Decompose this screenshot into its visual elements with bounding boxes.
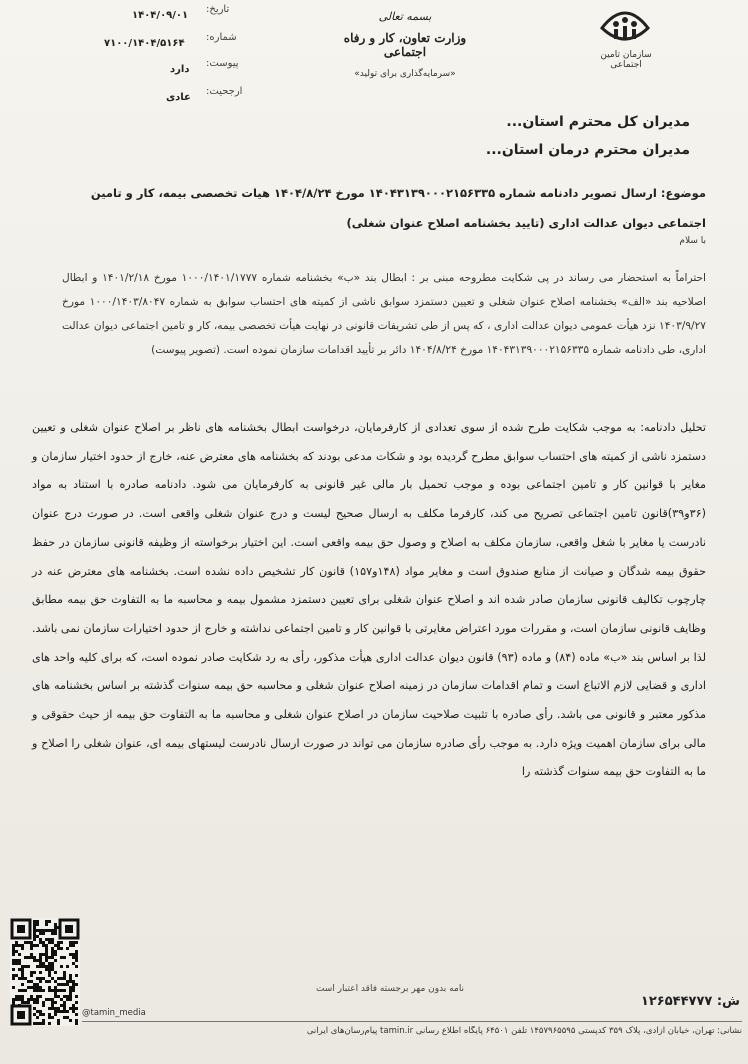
priority-label: ارجحیت: [206,86,243,97]
date-value: ۱۴۰۴/۰۹/۰۱ [132,10,189,21]
basmala: بسمه تعالی [378,10,432,23]
qr-code-icon [10,918,80,1026]
footer-media-handle: @tamin_media [82,1008,146,1018]
addressee-line-1: مدیران کل محترم استان... [506,114,690,130]
greeting: با سلام [679,236,706,246]
org-caption: سازمان تامین اجتماعی [600,50,652,70]
subject-text: ارسال تصویر دادنامه شماره ۱۴۰۴۳۱۳۹۰۰۰۲۱۵۶۳۳۵ مورخ ۱۴۰۴/۸/۲۴ هیات تخصصی بیمه، کار و تامین اجتماعی دیوان عدالت اداری (تایید بخشنامه اصلاح عنوان شغلی) [90,186,706,230]
subject-label: موضوع: [660,186,706,200]
footer-note: نامه بدون مهر برجسته فاقد اعتبار است [315,984,465,994]
tamin-logo-icon [596,4,654,50]
attachment-value: دارد [170,64,190,75]
slogan: «سرمایه‌گذاری برای تولید» [354,69,456,79]
subject [60,178,706,238]
priority-value: عادی [166,92,191,103]
footer-phone: ش: ۱۲۶۵۴۴۷۷۷ [640,994,740,1009]
footer-divider [82,1021,742,1022]
paragraph-intro: احتراماً به استحضار می رساند در پی شکایت مطروحه مبنی بر : ابطال بند «ب» بخشنامه شماره ۱۰۰۰/۱۴۰۱/۱۷۷۷ مورخ ۱۴۰۱/۲/۱۸ و ابطال اصلاحیه بند «الف» بخشنامه اصلاح عنوان شغلی و تعیین دستمزد سوابق ناشی از کمیته های احتساب سوابق به شماره ۱۰۰۰/۱۴۰۳/۸۰۴۷ مورخ ۱۴۰۳/۹/۲۷ نزد هیأت عمومی دیوان عدالت اداری ، که پس از طی تشریفات قانونی در نهایت هیأت تخصصی بیمه، کار و تامین اجتماعی دیوان عدالت اداری، طی دادنامه شماره ۱۴۰۴۳۱۳۹۰۰۰۲۱۵۶۳۳۵ مورخ ۱۴۰۴/۸/۲۴ دائر بر تأیید اقدامات سازمان نموده است. (تصویر پیوست) [62,272,707,356]
attachment-label: پیوست: [206,58,239,69]
paragraph-analysis: تحلیل دادنامه: به موجب شکایت طرح شده از سوی تعدادی از کارفرمایان، درخواست ابطال بخشنامه های ناظر بر اصلاح عنوان شغلی و تعیین دستمزد ناشی از کمیته های احتساب سوابق مطرح گردیده بود و شکات مدعی بودند که بخشنامه های معترض عنه، خارج از حدود اختیار سازمان و مغایر با قوانین کار و تامین اجتماعی بوده و موجب تحمیل بار مالی غیر قانونی به کارفرمایان می شود. دادنامه صادره با استناد به مواد (۳۶و۳۹)قانون تامین اجتماعی تصریح می کند، کارفرما مکلف به ارسال صحیح لیست و درج عنوان شغلی واقعی است. در صورت درج عنوان نادرست یا مغایر با شغل واقعی، سازمان مکلف به اصلاح و وصول حق بیمه واقعی است. این اختیار برخواسته از وظیفه قانونی سازمان در حفظ حقوق بیمه شدگان و صیانت از منابع صندوق است و مغایر مواد (۱۴۸و۱۵۷) قانون کار تشخیص داده نشده است. بخشنامه های معترض عنه در چارچوب تکالیف قانونی سازمان صادر شده اند و اصلاح عنوان شغلی برای تعیین دستمزد مشمول بیمه و محاسبه ما به التفاوت حق بیمه مطابق وظایف قانونی سازمان است، و مقررات مورد اعتراض مغایرتی با قوانین کار و تامین اجتماعی نداشته و خارج از حدود اختیارات سازمان نمی باشد. لذا بر اساس بند «ب» ماده (۸۴) و ماده (۹۳) قانون دیوان عدالت اداری هیأت مذکور، رأی به رد شکایت صادر نموده است، که برای کلیه واحد های اداری و قضایی لازم الاتباع است و تمام اقدامات سازمان در زمینه اصلاح عنوان شغلی و محاسبه حق بیمه سنوات گذشته بر اساس بخشنامه های مذکور معتبر و قانونی می باشد. رأی صادره با تثبیت صلاحیت سازمان در اصلاح عنوان شغلی و محاسبه ما به التفاوت حق بیمه از حیث حقوقی و مالی برای سازمان اهمیت ویژه دارد. به موجب رأی صادره سازمان می تواند در صورت ارسال نادرست لیستهای بیمه ای، عنوان شغلی را اصلاح و ما به التفاوت حق بیمه سنوات گذشته را [32,421,706,779]
addressee-line-2: مدیران محترم درمان استان... [485,142,690,158]
number-label: شماره: [206,32,237,43]
number-value: ۷۱۰۰/۱۴۰۴/۵۱۶۴ [104,38,185,49]
footer-address: نشانی: تهران، خیابان آزادی، پلاک ۳۵۹ کدپستی ۱۴۵۷۹۶۵۵۹۵ تلفن ۶۴۵۰۱ پایگاه اطلاع رسانی tamin.ir پیام‌رسان‌های ایرانی [306,1026,742,1036]
ministry-name: وزارت تعاون، کار و رفاه اجتماعی [343,31,467,59]
ministry-block [330,10,480,79]
date-label: تاریخ: [206,4,230,15]
